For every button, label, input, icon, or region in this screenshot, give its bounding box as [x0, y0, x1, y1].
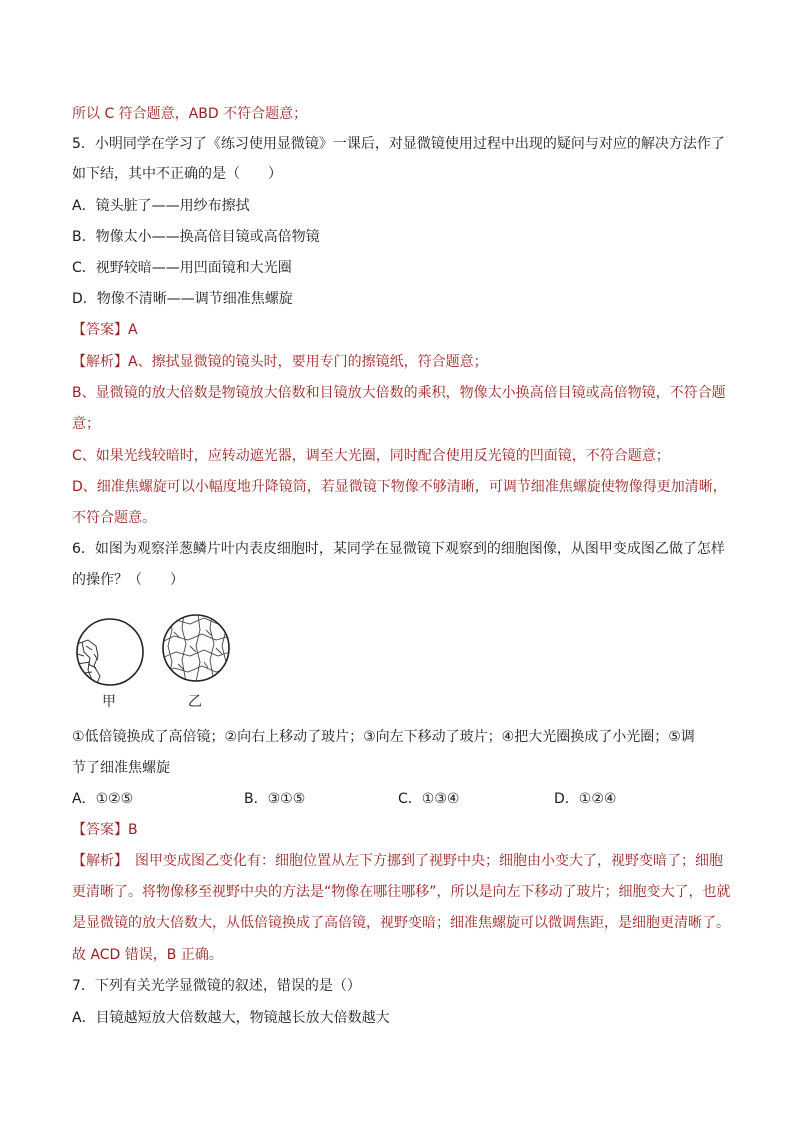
question-5-explanation-1: 【解析】A、擦拭显微镜的镜头时，要用专门的擦镜纸，符合题意；: [72, 354, 488, 370]
question-6-explanation-4: 故 ACD 错误，B 正确。: [72, 947, 223, 963]
question-5-explanation-5: D、细准焦螺旋可以小幅度地升降镜筒，若显微镜下物像不够清晰，可调节细准焦螺旋使物像得更加清晰，: [72, 479, 727, 495]
question-6-explanation-3: 是显微镜的放大倍数大，从低倍镜换成了高倍镜，视野变暗；细准焦螺旋可以微调焦距，是细胞更清晰了。: [72, 915, 730, 931]
question-5-option-b: B．物像太小——换高倍目镜或高倍物镜: [72, 229, 320, 245]
question-6-option-b: B．③①⑤: [244, 791, 306, 807]
figure-yi-label: 乙: [188, 694, 202, 710]
question-6-option-d: D．①②④: [554, 791, 617, 807]
question-6-stem-line-1: 6．如图为观察洋葱鳞片叶内表皮细胞时，某同学在显微镜下观察到的细胞图像，从图甲变成图乙做了怎样: [72, 541, 725, 557]
figure-yi-microscope-view: [160, 612, 232, 684]
question-7-option-a: A．目镜越短放大倍数越大，物镜越长放大倍数越大: [72, 1010, 390, 1026]
question-6-option-c: C．①③④: [398, 791, 460, 807]
question-5-explanation-4: C、如果光线较暗时，应转动遮光器，调至大光圈，同时配合使用反光镜的凹面镜，不符合题意；: [72, 448, 670, 464]
question-6-option-a: A．①②⑤: [72, 791, 134, 807]
question-6-explanation-2: 更清晰了。将物像移至视野中央的方法是“物像在哪往哪移”，所以是向左下移动了玻片；细胞变大了，也就: [72, 884, 731, 900]
question-5-option-c: C．视野较暗——用凹面镜和大光圈: [72, 260, 292, 276]
question-5-explanation-2: B、显微镜的放大倍数是物镜放大倍数和目镜放大倍数的乘积，物像太小换高倍目镜或高倍物镜，不符合题: [72, 385, 726, 401]
question-6-statements-line-2: 节了细准焦螺旋: [72, 760, 170, 776]
question-6-explanation-1: 【解析】 图甲变成图乙变化有：细胞位置从左下方挪到了视野中央；细胞由小变大了，视野变暗了；细胞: [72, 853, 723, 869]
question-6-answer: 【答案】B: [72, 822, 138, 838]
question-5-option-a: A．镜头脏了——用纱布擦拭: [72, 198, 250, 214]
question-5-option-d: D．物像不清晰——调节细准焦螺旋: [72, 291, 293, 307]
question-6-stem-line-2: 的操作？（ ）: [72, 572, 184, 588]
previous-answer-conclusion: 所以 C 符合题意，ABD 不符合题意；: [72, 106, 308, 122]
figure-jia-label: 甲: [102, 694, 116, 710]
question-5-explanation-6: 不符合题意。: [72, 510, 156, 526]
question-5-stem-line-1: 5．小明同学在学习了《练习使用显微镜》一课后，对显微镜使用过程中出现的疑问与对应的解决方法作了: [72, 136, 725, 152]
question-7-stem: 7．下列有关光学显微镜的叙述，错误的是（）: [72, 978, 361, 994]
question-6-statements-line-1: ①低倍镜换成了高倍镜；②向右上移动了玻片；③向左下移动了玻片；④把大光圈换成了小光圈；⑤调: [72, 729, 695, 745]
question-5-answer: 【答案】A: [72, 322, 138, 338]
figure-jia-microscope-view: [74, 616, 146, 688]
question-5-stem-line-2: 如下结，其中不正确的是（ ）: [72, 166, 282, 182]
question-5-explanation-3: 意；: [72, 416, 100, 432]
